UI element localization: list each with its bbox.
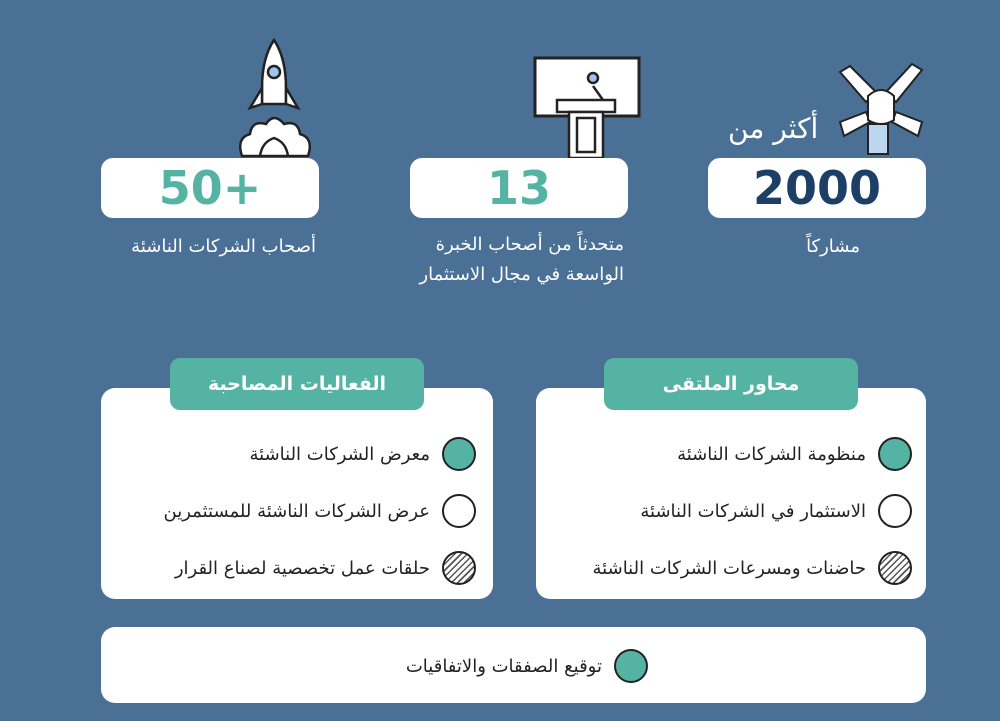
events-item: معرض الشركات الناشئة: [249, 437, 476, 471]
axes-item: منظومة الشركات الناشئة: [677, 437, 912, 471]
stat-participants-caption: مشاركاً: [806, 236, 860, 257]
stat-speakers-box: [410, 158, 628, 218]
stat-participants-box: [708, 158, 926, 218]
events-item: عرض الشركات الناشئة للمستثمرين: [164, 494, 476, 528]
white-circle-icon: [442, 494, 476, 528]
stat-startups-box: [101, 158, 319, 218]
teal-circle-icon: [442, 437, 476, 471]
stat-startups-value: 50+: [158, 161, 262, 215]
teal-circle-icon: [878, 437, 912, 471]
white-circle-icon: [878, 494, 912, 528]
stat-participants-value: 2000: [752, 161, 882, 215]
stat-prefix: أكثر من: [728, 112, 819, 145]
events-item: حلقات عمل تخصصية لصناع القرار: [175, 551, 476, 585]
axes-item: حاضنات ومسرعات الشركات الناشئة: [593, 551, 912, 585]
axes-item: الاستثمار في الشركات الناشئة: [640, 494, 912, 528]
events-card-title: الفعاليات المصاحبة: [170, 358, 424, 410]
stat-speakers-value: 13: [486, 161, 551, 215]
rocket-icon: [232, 38, 322, 160]
bottom-item: توقيع الصفقات والاتفاقيات: [406, 649, 648, 683]
hatched-circle-icon: [878, 551, 912, 585]
axes-card-title: محاور الملتقى: [604, 358, 858, 410]
podium-icon: [533, 56, 643, 160]
hands-together-icon: [836, 62, 926, 157]
hatched-circle-icon: [442, 551, 476, 585]
stat-speakers-caption: متحدثاً من أصحاب الخبرة الواسعة في مجال الاستثمار: [419, 234, 624, 285]
teal-circle-icon: [614, 649, 648, 683]
stat-startups-caption: أصحاب الشركات الناشئة: [131, 236, 316, 257]
